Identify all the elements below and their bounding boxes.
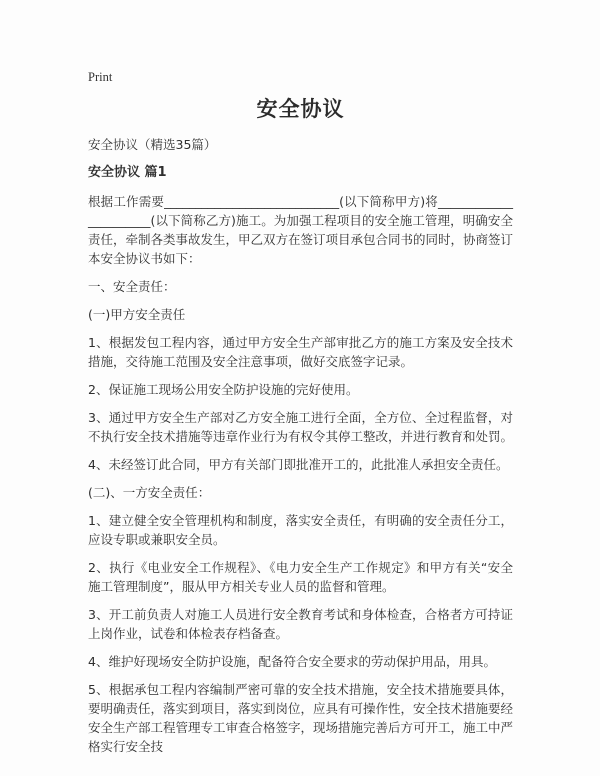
paragraph: 4、未经签订此合同，甲方有关部门即批准开工的，此批准人承担安全责任。 (88, 457, 509, 472)
paragraph: 3、开工前负责人对施工人员进行安全教育考试和身体检查，合格者方可持证上岗作业，试卷和体检表存档备查。 (88, 607, 513, 641)
paragraph: 2、执行《电业安全工作规程》、《电力安全生产工作规定》和甲方有关“安全施工管理制度”，服从甲方相关专业人员的监督和管理。 (88, 560, 513, 594)
paragraph: (二)、一方安全责任： (88, 485, 211, 500)
print-link[interactable]: Print (88, 70, 113, 84)
page-title: 安全协议 (256, 97, 345, 121)
section-heading: 安全协议 篇1 (88, 165, 167, 180)
paragraph: 1、建立健全安全管理机构和制度，落实安全责任，有明确的安全责任分工，应设专职或兼职安全员。 (88, 513, 513, 547)
paragraph: 5、根据承包工程内容编制严密可靠的安全技术措施，安全技术措施要具体，要明确责任，落实到项目，落实到岗位，应具有可操作性，安全技术措施要经安全生产部工程管理专工审查合格签字，现场措施完善后方可开工，施工中严格实行安全技 (88, 682, 514, 754)
paragraph: 1、根据发包工程内容，通过甲方安全生产部审批乙方的施工方案及安全技术措施，交待施工范围及安全注意事项，做好交底签字记录。 (88, 335, 513, 369)
paragraph-list (88, 192, 513, 756)
paragraph: 2、保证施工现场公用安全防护设施的完好使用。 (88, 382, 359, 397)
paragraph: (一)甲方安全责任 (88, 307, 186, 322)
document-subtitle: 安全协议（精选35篇） (88, 137, 217, 152)
paragraph: 根据工作需要____________________________(以下简称甲方)将______________________(以下简称乙方)施工。为加强工程项目的安全施工管理，明确安全责任，牵制各类事故发生，甲乙双方在签订项目承包合同书的同时，协商签订本安全协议书如下： (88, 194, 514, 266)
paragraph: 4、维护好现场安全防护设施，配备符合安全要求的劳动保护用品，用具。 (88, 654, 496, 669)
paragraph: 一、安全责任： (88, 279, 176, 294)
paragraph: 3、通过甲方安全生产部对乙方安全施工进行全面，全方位、全过程监督，对不执行安全技术措施等违章作业行为有权令其停工整改，并进行教育和处罚。 (88, 410, 514, 444)
